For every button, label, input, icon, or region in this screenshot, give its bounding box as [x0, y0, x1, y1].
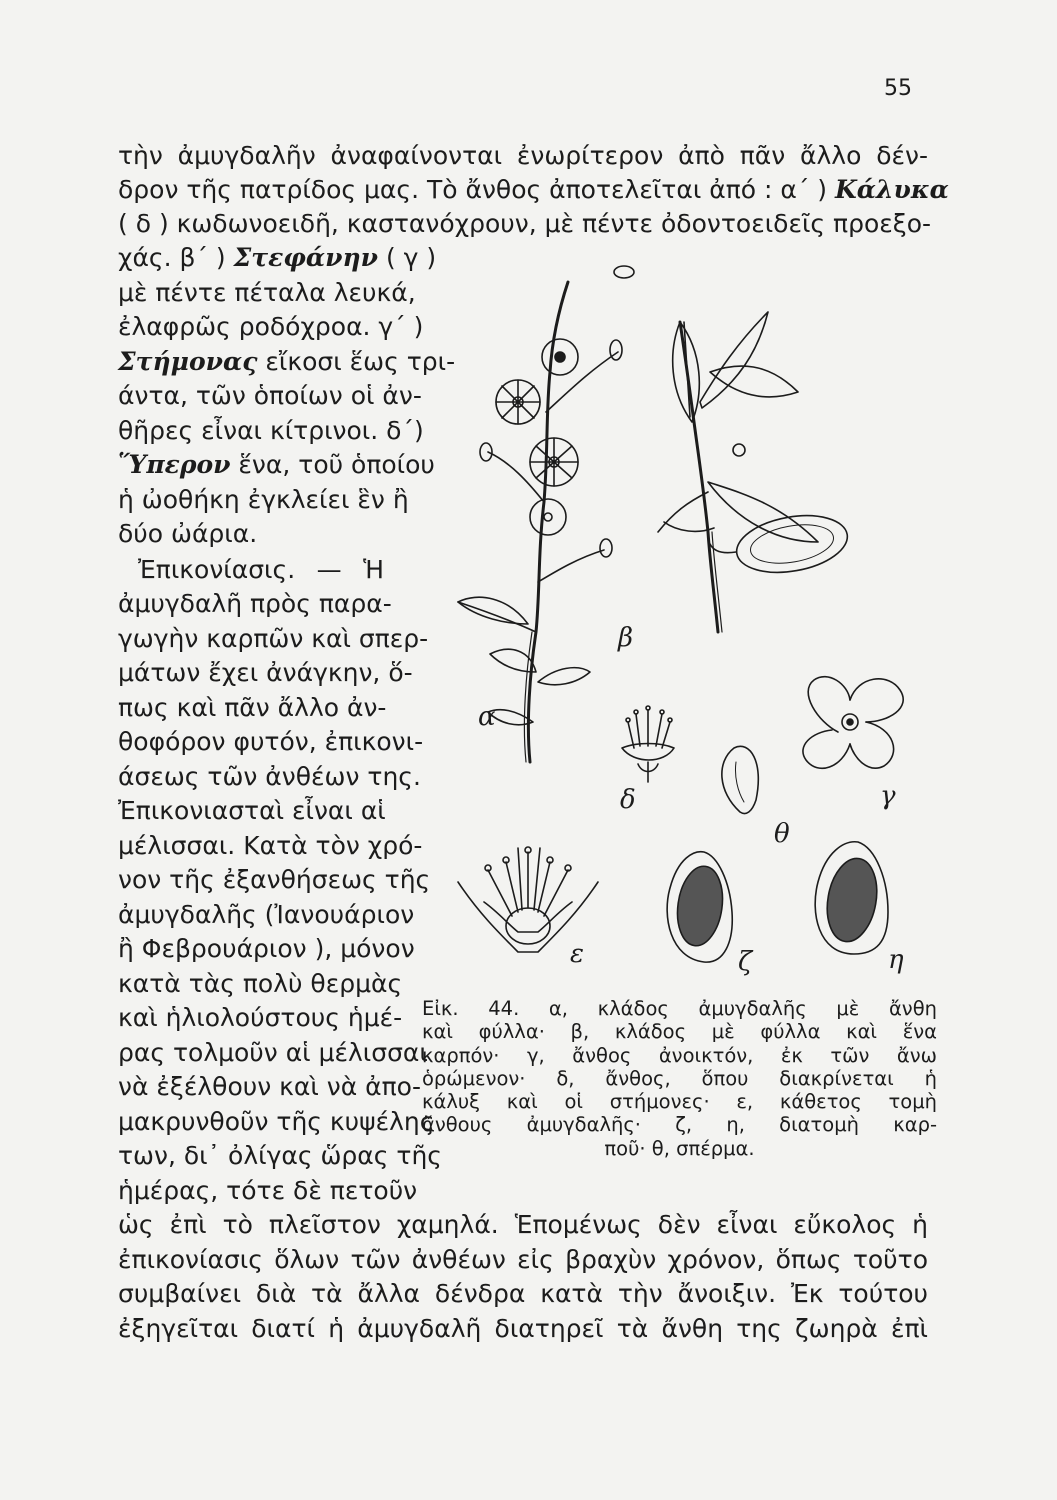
text-line-6: ἐλαφρῶς ροδόχροα. γ΄ )	[118, 312, 424, 341]
text-segment: — Ἡ	[295, 555, 384, 584]
figure-caption	[422, 997, 937, 1160]
text-line-23: ἀμυγδαλῆς (Ἰανουάριον	[118, 900, 415, 929]
caption-line-7: ποῦ· θ, σπέρμα.	[604, 1136, 755, 1160]
text-line-26: καὶ ἡλιολούστους ἡμέ-	[118, 1003, 403, 1032]
text-line-20: Ἐπικονιασταὶ εἶναι αἱ	[118, 796, 386, 825]
text-line-34: συμβαίνει διὰ τὰ ἄλλα δένδρα κατὰ τὴν ἄνοιξιν. Ἐκ τούτου	[118, 1279, 928, 1308]
caption-line-6: ἄνθους ἀμυγδαλῆς· ζ, η, διατομὴ καρ-	[422, 1113, 937, 1137]
flowering-branch-alpha-drawing	[458, 266, 634, 762]
text-segment: ἕνα, τοῦ ὁποίου	[230, 450, 435, 479]
term-stefanin: Στεφάνην	[233, 243, 379, 272]
page-number: 55	[884, 76, 912, 101]
fig-label-beta: β	[618, 623, 634, 653]
text-line-28: νὰ ἐξέλθουν καὶ νὰ ἀπο-	[118, 1072, 421, 1101]
text-line-14: ἀμυγδαλῆ πρὸς παρα-	[118, 589, 392, 618]
text-line-7	[118, 346, 456, 378]
text-line-13	[118, 554, 384, 586]
term-kalyka: Κάλυκα	[835, 175, 949, 204]
fig-label-zeta: ζ	[738, 947, 753, 977]
text-line-8: άντα, τῶν ὁποίων οἱ ἀν-	[118, 381, 422, 410]
text-line-24: ἢ Φεβρουάριον ), μόνον	[118, 934, 415, 963]
text-line-35: ἐξηγεῖται διατί ἡ ἀμυγδαλῆ διατηρεῖ τὰ ἄνθη της ζωηρὰ ἐπὶ	[118, 1314, 928, 1343]
text-line-33: ἐπικονίασις ὅλων τῶν ἀνθέων εἰς βραχὺν χρόνον, ὅπως τοῦτο	[118, 1245, 928, 1274]
caption-line-3: καρπόν· γ, ἄνθος ἀνοικτόν, ἐκ τῶν ἄνω	[422, 1043, 937, 1067]
text-line-30: των, δι᾽ ὀλίγας ὥρας τῆς	[118, 1141, 442, 1170]
fig-label-gamma: γ	[880, 781, 896, 811]
flower-section-epsilon-drawing	[458, 847, 598, 952]
term-stimonas: Στήμονας	[118, 347, 258, 376]
flower-delta-drawing	[622, 706, 674, 782]
text-line-32: ὡς ἐπὶ τὸ πλεῖστον χαμηλά. Ἑπομένως δὲν εἶναι εὔκολος ἡ	[118, 1210, 928, 1239]
text-line-25: κατὰ τὰς πολὺ θερμὰς	[118, 969, 403, 998]
text-line-19: άσεως τῶν ἀνθέων της.	[118, 762, 421, 791]
text-line-2	[118, 174, 949, 206]
text-line-12: δύο ὠάρια.	[118, 519, 258, 548]
text-line-29: μακρυνθοῦν τῆς κυψέλης	[118, 1107, 435, 1136]
caption-line-5: κάλυξ καὶ οἱ στήμονες· ε, κάθετος τομὴ	[422, 1090, 937, 1114]
caption-line-1: Εἰκ. 44. α, κλάδος ἀμυγδαλῆς μὲ ἄνθη	[422, 997, 937, 1020]
text-line-4	[118, 242, 437, 274]
fruit-section-eta-drawing	[815, 842, 888, 954]
text-line-17: πως καὶ πᾶν ἄλλο ἀν-	[118, 693, 387, 722]
text-segment: χάς. β΄ )	[118, 243, 234, 272]
text-line-15: γωγὴν καρπῶν καὶ σπερ-	[118, 624, 429, 653]
text-line-18: θοφόρον φυτόν, ἐπικονι-	[118, 727, 424, 756]
text-line-10	[118, 449, 435, 481]
text-line-9: θῆρες εἶναι κίτρινοι. δ΄)	[118, 416, 424, 445]
text-line-1: τὴν ἀμυγδαλῆν ἀναφαίνονται ἐνωρίτερον ἀπὸ πᾶν ἄλλο δέν-	[118, 141, 928, 170]
text-line-3: ( δ ) κωδωνοειδῆ, καστανόχρουν, μὲ πέντε ὀδοντοειδεῖς προεξο-	[118, 209, 932, 238]
fig-label-eta: η	[888, 945, 904, 975]
text-line-11: ἡ ὠοθήκη ἐγκλείει ἓν ἢ	[118, 485, 409, 514]
term-yperon: Ὕπερον	[118, 450, 231, 479]
text-line-27: ρας τολμοῦν αἱ μέλισσαι	[118, 1038, 428, 1067]
text-line-22: νον τῆς ἐξανθήσεως τῆς	[118, 865, 431, 894]
almond-botanical-plate	[418, 252, 933, 980]
caption-line-2: καὶ φύλλα· β, κλάδος μὲ φύλλα καὶ ἕνα	[422, 1020, 937, 1044]
text-line-31: ἡμέρας, τότε δὲ πετοῦν	[118, 1176, 418, 1205]
fig-label-theta: θ	[774, 819, 790, 849]
text-line-16: μάτων ἔχει ἀνάγκην, ὅ-	[118, 658, 413, 687]
fruit-section-zeta-drawing	[667, 852, 732, 962]
text-line-21: μέλισσαι. Κατὰ τὸν χρό-	[118, 831, 423, 860]
text-line-5: μὲ πέντε πέταλα λευκά,	[118, 278, 416, 307]
fig-label-delta: δ	[620, 785, 636, 815]
fig-label-epsilon: ε	[570, 939, 584, 969]
fig-label-alpha: α	[478, 702, 496, 732]
caption-line-4: ὁρώμενον· δ, ἄνθος, ὅπου διακρίνεται ἡ	[422, 1066, 937, 1090]
text-segment: δρον τῆς πατρίδος μας. Τὸ ἄνθος ἀποτελεῖται ἀπό : α΄ )	[118, 175, 835, 204]
section-heading: Ἐπικονίασις.	[138, 555, 296, 584]
fruit-branch-beta-drawing	[658, 312, 852, 632]
text-segment: εἴκοσι ἕως τρι-	[257, 347, 456, 376]
open-flower-gamma-drawing	[803, 677, 903, 769]
text-segment: ( γ )	[378, 243, 437, 272]
seed-theta-drawing	[722, 746, 758, 813]
